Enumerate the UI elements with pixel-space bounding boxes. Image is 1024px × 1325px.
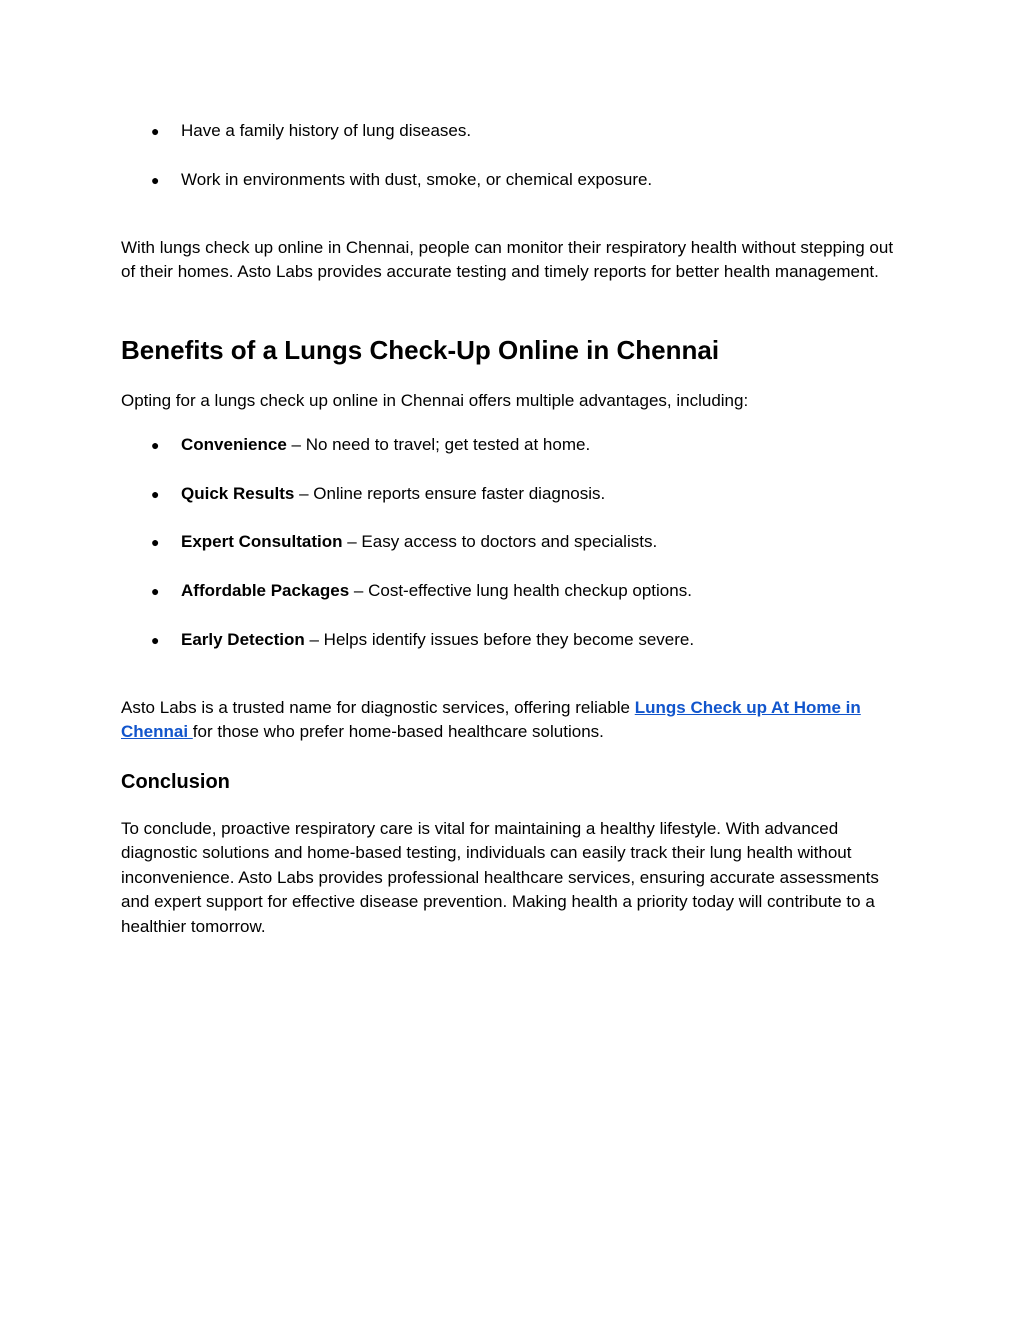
services-paragraph xyxy=(121,696,906,745)
benefit-item xyxy=(121,433,941,457)
benefit-description: – Online reports ensure faster diagnosis. xyxy=(294,484,606,503)
benefit-item xyxy=(121,628,941,652)
benefit-item xyxy=(121,482,941,506)
services-text-after: for those who prefer home-based healthcare solutions. xyxy=(192,722,604,742)
bullet-icon: ● xyxy=(151,123,160,139)
benefit-description: – No need to travel; get tested at home. xyxy=(286,435,591,454)
list-item xyxy=(121,168,652,192)
bullet-icon: ● xyxy=(151,437,160,453)
services-text-before: Asto Labs is a trusted name for diagnostic services, offering reliable xyxy=(121,698,635,717)
intro-paragraph: With lungs check up online in Chennai, people can monitor their respiratory health without stepping out of their homes. Asto Labs provides accurate testing and timely reports for better health management. xyxy=(121,238,894,282)
list-item xyxy=(121,119,471,143)
benefit-term: Early Detection xyxy=(181,630,305,649)
benefit-term: Affordable Packages xyxy=(181,581,350,600)
benefit-description: – Cost-effective lung health checkup options. xyxy=(349,581,692,600)
benefit-item xyxy=(121,579,941,603)
benefits-heading: Benefits of a Lungs Check-Up Online in Chennai xyxy=(121,335,720,365)
benefit-term: Convenience xyxy=(181,435,287,454)
bullet-icon: ● xyxy=(151,534,160,550)
benefit-term: Expert Consultation xyxy=(181,532,343,551)
benefit-description: – Helps identify issues before they become severe. xyxy=(304,630,695,649)
bullet-icon: ● xyxy=(151,486,160,502)
conclusion-paragraph: To conclude, proactive respiratory care is vital for maintaining a healthy lifestyle. With advanced diagnostic solutions and home-based testing, individuals can easily track their lung health without inconvenience. Asto Labs provides professional healthcare services, ensuring accurate assessments and expert support for effective disease prevention. Making health a priority today will contribute to a healthier tomorrow. xyxy=(121,819,879,936)
benefits-intro: Opting for a lungs check up online in Chennai offers multiple advantages, including: xyxy=(121,391,749,410)
list-item-text: Have a family history of lung diseases. xyxy=(181,121,472,140)
list-item-text: Work in environments with dust, smoke, or chemical exposure. xyxy=(181,170,653,189)
benefit-term: Quick Results xyxy=(181,484,295,503)
bullet-icon: ● xyxy=(151,172,160,188)
benefit-description: – Easy access to doctors and specialists. xyxy=(342,532,658,551)
bullet-icon: ● xyxy=(151,632,160,648)
benefit-item xyxy=(121,530,941,554)
bullet-icon: ● xyxy=(151,583,160,599)
conclusion-heading: Conclusion xyxy=(121,771,230,793)
lungs-checkup-link[interactable]: Lungs Check up At Home in Chennai xyxy=(121,698,861,742)
